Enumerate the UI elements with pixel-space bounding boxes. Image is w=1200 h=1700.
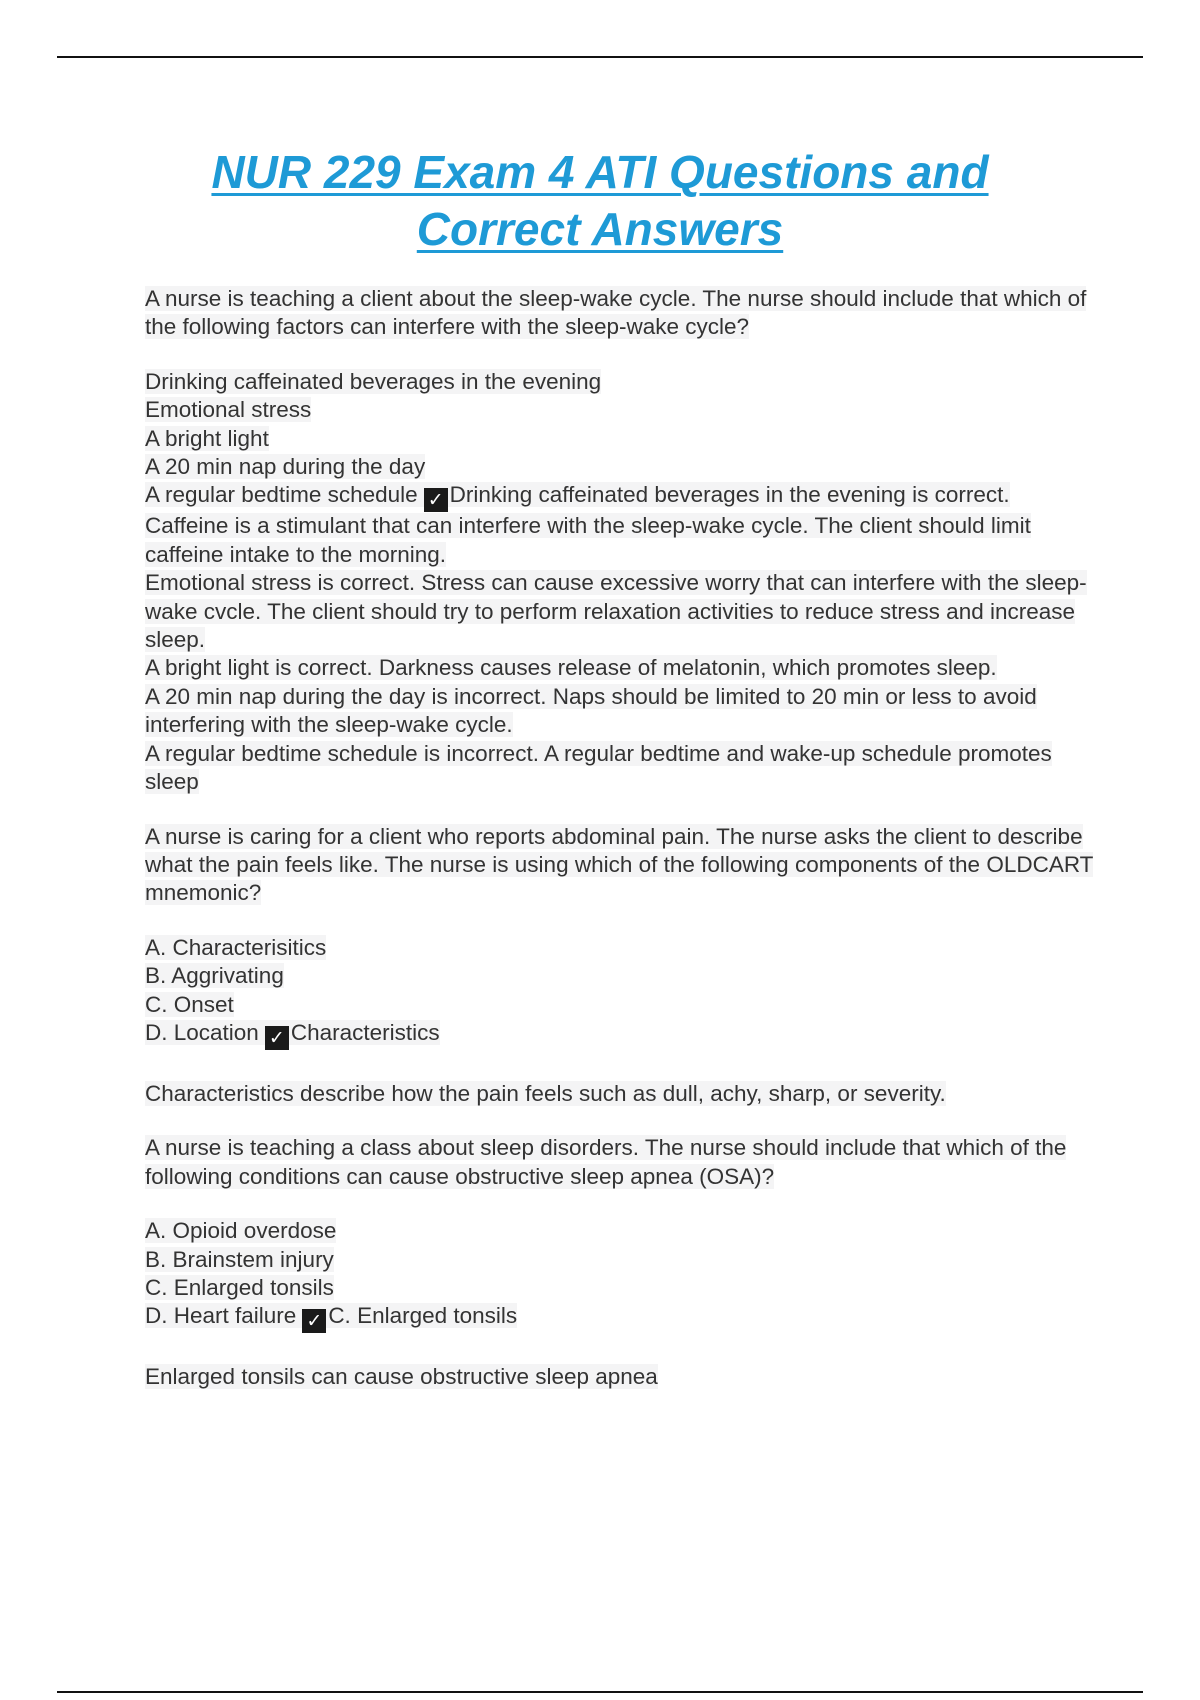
- title-line-1: NUR 229 Exam 4 ATI Questions and: [211, 146, 989, 198]
- question-3-answer: C. Enlarged tonsils: [328, 1303, 518, 1329]
- check-icon: ✓: [424, 488, 448, 512]
- question-1-stem: A nurse is teaching a client about the sleep-wake cycle. The nurse should include that which of the following factors can interfere with the sleep-wake cycle?: [145, 286, 1087, 340]
- top-rule: [57, 56, 1143, 58]
- question-3-rationale: Enlarged tonsils can cause obstructive sleep apnea: [145, 1364, 658, 1390]
- spacer: [145, 1050, 1095, 1080]
- question-2-answer: Characteristics: [290, 1019, 440, 1045]
- question-1-rationale: A regular bedtime schedule is incorrect. A regular bedtime and wake-up schedule promotes sleep: [145, 740, 1052, 795]
- question-3-stem: A nurse is teaching a class about sleep disorders. The nurse should include that which of the following conditions can cause obstructive sleep apnea (OSA)?: [145, 1135, 1067, 1189]
- question-3-option: C. Enlarged tonsils: [145, 1274, 334, 1300]
- question-3-option: B. Brainstem injury: [145, 1246, 334, 1272]
- spacer: [145, 1191, 1095, 1217]
- question-1-option: A 20 min nap during the day: [145, 454, 426, 480]
- question-1-option-with-answer: A regular bedtime schedule ✓ Drinking caffeinated beverages in the evening is correct. Caffeine is a stimulant that can interfere with the sleep-wake cycle. The client should limit caffeine intake to the morning.: [145, 482, 1031, 567]
- question-1-option: Emotional stress: [145, 397, 312, 423]
- question-1-answer: Drinking caffeinated beverages in the evening is correct. Caffeine is a stimulant that can interfere with the sleep-wake cycle. The client should limit caffeine intake to the morning.: [145, 482, 1031, 567]
- question-3-option-with-answer: D. Heart failure ✓ C. Enlarged tonsils: [145, 1303, 518, 1333]
- question-2-option: B. Aggrivating: [145, 963, 284, 989]
- question-3-option: A. Opioid overdose: [145, 1218, 337, 1244]
- question-2-option: C. Onset: [145, 991, 234, 1017]
- spacer: [145, 1333, 1095, 1363]
- document-body: [145, 285, 1095, 1392]
- document-title: [100, 144, 1100, 258]
- check-icon: ✓: [302, 1309, 326, 1333]
- question-1-option: A bright light: [145, 425, 269, 451]
- spacer: [145, 342, 1095, 368]
- spacer: [145, 1108, 1095, 1134]
- question-1-rationale: A bright light is correct. Darkness causes release of melatonin, which promotes sleep.: [145, 655, 997, 681]
- question-1-rationale: Emotional stress is correct. Stress can cause excessive worry that can interfere with the sleep-wake cvcle. The client should try to perform relaxation activities to reduce stress and increase sleep.: [145, 570, 1087, 653]
- question-2-option: A. Characterisitics: [145, 934, 327, 960]
- question-2-stem: A nurse is caring for a client who reports abdominal pain. The nurse asks the client to describe what the pain feels like. The nurse is using which of the following components of the OLDCART mnemonic?: [145, 823, 1094, 906]
- question-1-rationale: A 20 min nap during the day is incorrect. Naps should be limited to 20 min or less to avoid interfering with the sleep-wake cycle.: [145, 683, 1037, 738]
- question-1-option: Drinking caffeinated beverages in the evening: [145, 368, 602, 394]
- check-icon: ✓: [265, 1026, 289, 1050]
- spacer: [145, 797, 1095, 823]
- question-2-option-with-answer: D. Location ✓ Characteristics: [145, 1019, 440, 1049]
- question-2-rationale: Characteristics describe how the pain feels such as dull, achy, sharp, or severity.: [145, 1080, 946, 1106]
- title-line-2: Correct Answers: [416, 203, 784, 255]
- bottom-rule: [57, 1691, 1143, 1693]
- spacer: [145, 908, 1095, 934]
